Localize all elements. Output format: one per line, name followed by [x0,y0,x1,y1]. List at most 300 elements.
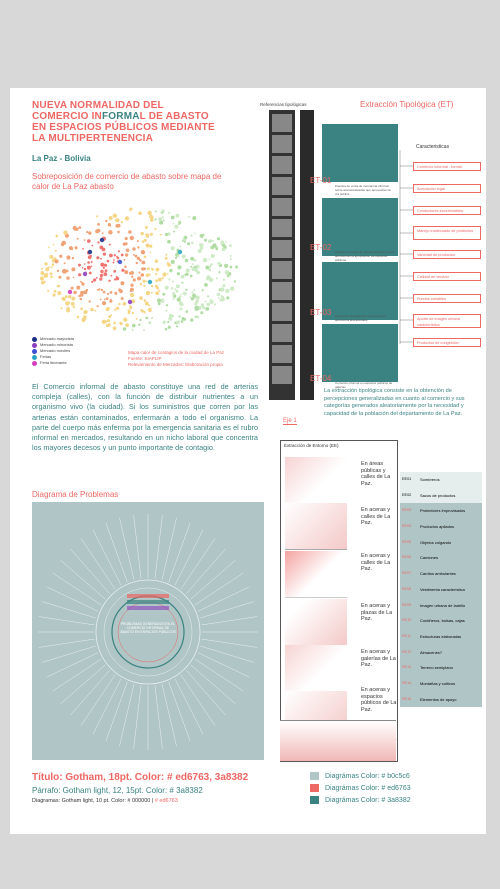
legend-dot [32,337,37,342]
map-dot [177,255,179,257]
map-dot [190,257,194,261]
map-dot [40,271,44,275]
map-dot [87,266,91,270]
map-dot [80,281,82,283]
swatch-row: Diagrámas Color: # ed6763 [310,782,411,794]
map-dot [205,266,209,270]
map-dot [158,278,162,282]
map-dot [149,274,151,276]
map-dot [202,306,205,309]
sketch-1 [285,457,347,504]
map-dot [190,275,193,278]
map-dot [181,320,184,323]
map-dot [181,275,185,279]
map-dot [182,238,185,241]
map-dot [77,238,79,240]
map-dot [108,223,111,226]
map-dot [194,302,197,305]
map-dot [149,215,153,219]
map-dot [82,248,84,250]
map-dot [191,242,194,245]
map-dot [162,277,164,279]
map-dot [190,235,192,237]
map-dot [100,270,103,273]
map-dot [53,293,56,296]
map-dot [106,308,108,310]
map-dot [145,233,149,237]
map-dot [168,317,172,321]
map-dot [77,316,80,319]
map-dot [96,277,98,279]
map-dot [97,223,100,226]
strip-right [300,110,314,400]
map-dot [125,216,129,220]
map-dot [217,293,220,296]
map-dot [50,276,53,279]
ee-item: EE10 Contiñeros, bolsas, cajas [400,613,482,629]
map-dot [64,262,66,264]
map-dot [107,260,110,263]
map-dot [103,267,105,269]
map-dot [173,231,175,233]
map-dot [162,293,165,296]
map-dot [190,266,192,268]
map-dot [113,259,115,261]
diagram-ray [120,684,135,746]
diagram-ray [200,602,254,619]
diagram-ray [120,518,135,580]
map-dot [86,289,88,291]
map-dot [148,211,152,215]
map-dot [71,267,75,271]
map-dot [154,228,156,230]
map-dot [103,291,106,294]
diagram-ray [134,686,141,750]
map-dot [168,278,170,280]
map-dot [229,244,232,247]
map-dot [71,287,74,290]
characteristic-item: Conductores incontrolables [413,206,481,215]
map-dot [175,290,178,293]
map-dot [168,212,170,214]
diagram-ray [186,549,226,594]
map-dot [222,284,225,287]
map-dot [41,268,43,270]
ee-item: EE03 Protectores improvisados [400,503,482,519]
ref-photo [272,156,292,174]
map-dot [200,246,204,250]
map-dot [132,247,135,250]
map-dot [205,300,207,302]
map-dot [53,244,55,246]
map-dot [57,270,59,272]
et-panel-4 [322,324,398,382]
ref-photo [272,366,292,384]
ee-list [400,472,482,772]
map-dot [182,282,184,284]
map-dot [222,247,226,251]
entorno-box [280,440,398,762]
diagram-ray [70,549,110,594]
map-dot [178,223,180,225]
map-dot [80,298,83,301]
map-dot [129,272,132,275]
map-dot [146,281,148,283]
diagram-ray [202,639,258,647]
map-dot [125,237,128,240]
map-dot [107,323,110,326]
map-dot [174,225,178,229]
map-dot [158,302,161,305]
map-dot [143,267,146,270]
map-dot [55,250,57,252]
map-dot [113,271,115,273]
map-dot [182,255,186,259]
map-dot [218,262,221,265]
map-dot [100,274,103,277]
characteristic-item: Productos de congestión [413,338,481,347]
map-dot [99,278,102,281]
map-dot [162,216,164,218]
map-dot [90,255,92,257]
map-dot [94,310,96,312]
map-dot [167,273,169,275]
legend-dot [32,361,37,366]
map-dot [179,316,181,318]
map-dot [73,277,75,279]
map-dot [169,269,172,272]
ref-photo [272,324,292,342]
entorno-row-4: En aceras y plazas de La Paz. [361,603,393,622]
ref-photo [272,114,292,132]
map-dot [202,289,204,291]
map-dot [179,307,182,310]
map-dot [151,317,153,319]
map-dot [130,293,134,297]
map-dot [208,269,211,272]
map-dot [110,291,113,294]
map-dot [63,269,66,272]
map-note: Mapa calor de contagios de la ciudad de La Paz Fuente: SIAPLIP Relevamiento de Mercados: Elaboración propia [128,350,225,367]
map-dot [78,295,81,298]
map-dot [106,297,109,300]
market-marker [178,250,182,254]
map-dot [156,268,160,272]
diagram-ray [134,515,141,579]
sketch-2 [285,503,347,550]
diagram-ray [46,653,98,678]
map-dot [82,317,86,321]
market-marker [88,250,92,254]
diagram-ray [169,523,190,582]
map-dot [171,260,175,264]
diagram-ray [198,587,250,612]
map-dot [168,326,171,329]
legend-item: Mercado móviles [32,348,74,354]
map-dot [40,276,44,280]
map-dot [143,329,145,331]
ee-item: EE01 Sombreros [400,472,482,488]
color-swatches [310,770,411,806]
characteristic-item: Aporte de imagen urbana característica [413,314,481,328]
map-dot [84,263,86,265]
entorno-row-5: En aceras y galerías de La Paz. [361,649,396,668]
map-dot [118,303,120,305]
et-label-3: ET-03 [310,308,332,317]
sketch-3 [285,551,347,598]
map-dot [189,296,191,298]
map-dot [176,284,180,288]
legend-item: Feria itinerante [32,360,74,366]
swatch [310,772,319,780]
map-dot [97,289,99,291]
map-dot [183,292,187,296]
map-dot [220,241,224,245]
sketch-4 [285,599,347,646]
map-dot [113,214,117,218]
ref-photo [272,198,292,216]
map-dot [91,261,93,263]
market-marker [148,280,152,284]
street-sketch [280,720,396,761]
map-dot [144,299,147,302]
map-dot [210,300,214,304]
map-dot [109,216,113,220]
map-dot [103,272,107,276]
map-dot [165,286,169,290]
swatch [310,784,319,792]
map-dot [148,308,152,312]
map-dot [68,302,70,304]
map-dot [173,298,175,300]
market-marker [118,260,122,264]
diagram-ray [70,670,110,715]
market-marker [128,300,132,304]
map-dot [117,257,120,260]
map-dot [72,257,74,259]
map-dot [218,297,220,299]
eje-label: Eje 1 [283,418,297,424]
map-dot [230,266,233,269]
map-dot [97,241,99,243]
map-dot [133,254,135,256]
map-dot [149,245,152,248]
map-dot [129,208,132,211]
map-dot [144,256,147,259]
map-dot [51,266,53,268]
map-dot [176,320,180,324]
et-note-3: Extracción tipológica de comercio que aprovecha aceras/calles [335,314,386,322]
map-dot [115,218,119,222]
map-dot [65,295,68,298]
poster-sheet [10,88,486,834]
entorno-row-6: En aceras y espacios públicos de La Paz. [361,687,397,713]
map-dot [82,283,84,285]
map-dot [216,277,218,279]
swatch-row: Diagrámas Color: # 3a8382 [310,794,411,806]
map-dot [58,285,60,287]
map-dot [89,272,92,275]
diagram-ray [61,560,105,599]
map-dot [139,296,143,300]
map-dot [193,289,195,291]
map-dot [55,235,58,238]
et-note-1: Puestos de venta de mercancía informal sobre aceras/calzadas que aprovechan la vía pública [335,184,391,196]
map-dot [144,239,147,242]
diagram-ray [200,646,254,663]
map-dot [165,310,167,312]
map-dot [196,296,200,300]
map-dot [218,271,220,273]
map-dot [102,301,106,305]
map-dot [143,280,146,283]
map-dot [118,288,121,291]
map-dot [215,247,218,250]
map-dot [144,311,146,313]
map-dot [230,286,234,290]
diagram-ray [42,602,96,619]
problems-diagram [32,502,264,760]
map-dot [235,266,238,269]
map-dot [146,243,150,247]
map-dot [114,292,117,295]
map-dot [111,275,113,277]
diagram-ray [61,665,105,704]
map-dot [184,274,186,276]
map-dot [191,267,195,271]
map-dot [125,323,129,327]
map-dot [117,231,120,234]
diagram-ray [106,682,127,741]
map-dot [130,284,133,287]
map-dot [71,297,75,301]
map-dot [163,220,165,222]
map-dot [120,281,124,285]
et-label-1: ET-01 [310,176,332,185]
map-dot [108,307,110,309]
map-dot [100,299,102,301]
map-dot [185,259,189,263]
diagram-ray [155,686,162,750]
map-dot [150,252,152,254]
map-dot [138,324,140,326]
map-dot [139,272,141,274]
ee-item: EE07 Carritos ambulantes [400,566,482,582]
map-dot [78,273,81,276]
map-dot [132,324,136,328]
legend-dot [32,343,37,348]
characteristic-item: Comercio informal - formal [413,162,481,171]
map-dot [66,307,70,311]
map-dot [206,278,209,281]
map-dot [230,258,232,260]
map-dot [101,289,103,291]
diagram-ray [162,518,177,580]
map-dot [180,246,182,248]
map-dot [132,329,134,331]
et-description: La extracción tipológica consiste en la obtención de percepciones generalizadas en cuanto al comercio y sus categorías generados aleatoriamente por la necesidad y capacidad de la población del departamento de La Paz. [324,388,465,417]
map-dot [151,285,153,287]
map-dot [105,269,108,272]
map-dot [171,287,173,289]
map-dot [59,255,62,258]
map-dot [210,278,213,281]
map-dot [141,250,145,254]
ref-photo [272,303,292,321]
map-dot [97,305,99,307]
map-dot [124,270,128,274]
map-dot [135,255,138,258]
legend-dot [32,349,37,354]
map-dot [68,295,71,298]
map-dot [90,308,94,312]
map-dot [48,247,50,249]
map-dot [165,257,168,260]
map-dot [98,288,100,290]
map-dot [55,259,59,263]
et-label-4: ET-04 [310,374,332,383]
map-dot [187,242,190,245]
map-dot [45,273,48,276]
diagram-ray [202,617,258,625]
map-dot [75,228,78,231]
map-dot [157,298,161,302]
ee-item: EE02 Sacos de productos [400,488,482,504]
map-dot [204,283,208,287]
entorno-row-2: En aceras y calles de La Paz. [361,507,391,526]
map-legend [32,336,74,366]
map-dot [121,297,124,300]
map-dot [52,263,55,266]
ref-photo [272,282,292,300]
map-dot [93,278,96,281]
map-dot [224,264,228,268]
map-dot [137,240,139,242]
map-dot [82,267,84,269]
market-marker [83,272,87,276]
map-dot [192,216,196,220]
map-dot [225,289,229,293]
map-dot [170,315,172,317]
map-dot [188,216,190,218]
map-dot [155,273,157,275]
map-dot [116,224,120,228]
map-dot [201,236,203,238]
map-dot [136,262,138,264]
et-panel-3 [322,262,398,320]
map-dot [161,210,164,213]
map-dot [91,245,93,247]
et-connectors [398,148,414,348]
map-dot [195,306,199,310]
map-dot [176,325,178,327]
diagram-ray [39,617,95,625]
map-dot [165,328,168,331]
map-dot [123,318,127,322]
map-dot [221,297,225,301]
map-dot [143,285,145,287]
map-dot [72,249,74,251]
map-dot [78,226,81,229]
map-dot [217,237,220,240]
map-dot [171,246,175,250]
map-dot [158,217,162,221]
ee-item: EE09 Imagen urbana de ladrillo [400,598,482,614]
map-dot [129,306,132,309]
map-dot [206,303,210,307]
map-dot [57,291,61,295]
map-dot [139,319,141,321]
